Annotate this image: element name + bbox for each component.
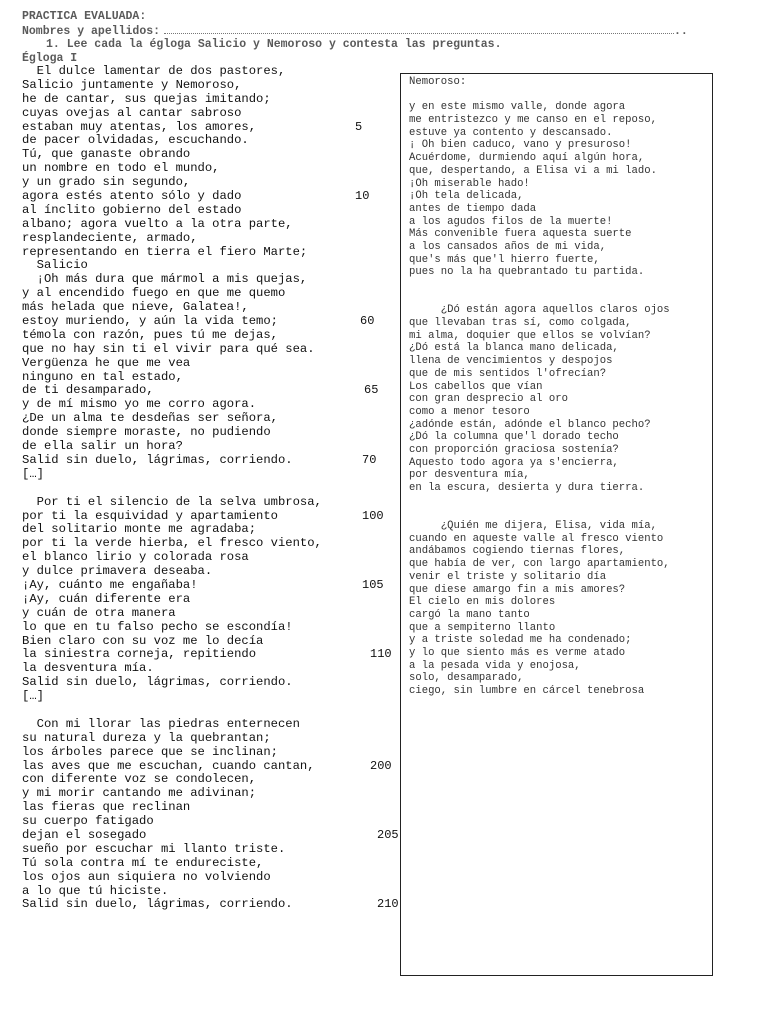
poem-line: y a triste soledad me ha condenado;	[409, 634, 632, 647]
poem-line	[22, 579, 402, 593]
poem-line: estuve ya contento y descansado.	[409, 126, 613, 139]
poem-line-text: más helada que nieve, Galatea!,	[22, 300, 249, 315]
poem-line	[22, 676, 402, 690]
poem-line-text: y de mí mismo yo me corro agora.	[22, 397, 257, 412]
poem-line: que llevaban tras sí, como colgada,	[409, 317, 632, 330]
poem-line	[22, 746, 402, 760]
poem-line	[22, 607, 402, 621]
poem-line: que diese amargo fin a mis amores?	[409, 583, 626, 596]
poem-line	[22, 635, 402, 649]
poem-line-text: ¡Oh más dura que mármol a mis quejas,	[22, 272, 308, 287]
verse-number: 200	[370, 758, 392, 773]
poem-line-text: que no hay sin ti el vivir para qué sea.	[22, 341, 315, 356]
poem-line	[22, 343, 402, 357]
poem-line-text: de ti desamparado,	[22, 383, 154, 398]
poem-line: ¿Dó están agora aquellos claros ojos	[409, 304, 670, 317]
poem-line	[22, 301, 402, 315]
verse-number: 105	[362, 577, 384, 592]
poem-line-text: Tú, que ganaste obrando	[22, 147, 191, 162]
name-dots-end: ..	[674, 25, 688, 38]
poem-line-text: […]	[22, 466, 44, 481]
poem-line: El cielo en mis dolores	[409, 596, 556, 609]
poem-line	[22, 468, 402, 482]
poem-line: ¿Quién me dijera, Elisa, vida mía,	[409, 520, 657, 533]
stanza-gap	[409, 279, 709, 292]
poem-line-text: donde siempre moraste, no pudiendo	[22, 425, 271, 440]
poem-line-text: las fieras que reclinan	[22, 800, 191, 815]
stanza-gap	[409, 89, 709, 102]
poem-line	[22, 176, 402, 190]
poem-line	[22, 107, 402, 121]
poem-line-text: y al encendido fuego en que me quemo	[22, 286, 286, 301]
poem-line-text: los árboles parece que se inclinan;	[22, 744, 278, 759]
poem-line-text: Por ti el silencio de la selva umbrosa,	[22, 494, 322, 509]
poem-line: a los agudos filos de la muerte!	[409, 215, 613, 228]
poem-line	[22, 648, 402, 662]
poem-line-text: las aves que me escuchan, cuando cantan,	[22, 758, 315, 773]
poem-line: llena de vencimientos y despojos	[409, 355, 613, 368]
poem-line	[22, 510, 402, 524]
poem-line-text: Salid sin duelo, lágrimas, corriendo.	[22, 452, 293, 467]
stanza-gap	[22, 704, 402, 718]
poem-line: ¿Dó la columna que'l dorado techo	[409, 431, 619, 444]
poem-line-text: representando en tierra el fiero Marte;	[22, 244, 308, 259]
poem-line	[22, 773, 402, 787]
poem-line: mi alma, doquier que ellos se volvían?	[409, 329, 651, 342]
poem-line: antes de tiempo dada	[409, 202, 537, 215]
poem-line: venir el triste y solitario día	[409, 570, 607, 583]
poem-line-text: […]	[22, 689, 44, 704]
poem-line-text: de pacer olvidadas, escuchando.	[22, 133, 249, 148]
poem-line-text: su cuerpo fatigado	[22, 814, 154, 829]
poem-line-text: agora estés atento sólo y dado	[22, 189, 242, 204]
poem-line: ¿Dó está la blanca mano delicada,	[409, 342, 619, 355]
poem-line	[22, 204, 402, 218]
poem-line: que a sempiterno llanto	[409, 621, 556, 634]
poem-line-text: cuyas ovejas al cantar sabroso	[22, 105, 242, 120]
poem-line-text: ¿De un alma te desdeñas ser señora,	[22, 411, 278, 426]
poem-line: Aquesto todo agora ya s'encierra,	[409, 456, 619, 469]
worksheet-title: PRACTICA EVALUADA:	[22, 10, 147, 23]
poem-line	[22, 398, 402, 412]
poem-line: me entristezco y me canso en el reposo,	[409, 114, 657, 127]
poem-line: Acuérdome, durmiendo aquí algún hora,	[409, 152, 645, 165]
poem-line	[22, 148, 402, 162]
verse-number: 10	[355, 189, 370, 204]
poem-line: ¡Oh tela delicada,	[409, 190, 524, 203]
poem-line-text: dejan el sosegado	[22, 827, 147, 842]
poem-line	[22, 829, 402, 843]
poem-line	[22, 662, 402, 676]
poem-line	[22, 621, 402, 635]
poem-line-text: de ella salir un hora?	[22, 439, 183, 454]
verse-number: 100	[362, 508, 384, 523]
poem-line-text: la siniestra corneja, repitiendo	[22, 647, 257, 662]
poem-line-text: estaban muy atentas, los amores,	[22, 119, 257, 134]
poem-line-text: he de cantar, sus quejas imitando;	[22, 91, 271, 106]
salicio-poem	[22, 65, 402, 912]
poem-line-text: los ojos aun siquiera no volviendo	[22, 869, 271, 884]
poem-line-text: ninguno en tal estado,	[22, 369, 183, 384]
poem-line-text: Salid sin duelo, lágrimas, corriendo.	[22, 897, 293, 912]
poem-line	[22, 190, 402, 204]
poem-line-text: su natural dureza y la quebrantan;	[22, 730, 271, 745]
poem-line-text: sueño por escuchar mi llanto triste.	[22, 841, 286, 856]
nemoroso-poem	[409, 76, 709, 698]
poem-line-text: Bien claro con su voz me lo decía	[22, 633, 264, 648]
poem-line	[22, 454, 402, 468]
poem-line-text: por ti la verde hierba, el fresco viento,	[22, 536, 322, 551]
poem-line	[22, 551, 402, 565]
poem-line	[22, 357, 402, 371]
poem-line	[22, 218, 402, 232]
poem-line-text: y mi morir cantando me adivinan;	[22, 786, 257, 801]
stanza-gap	[409, 507, 709, 520]
poem-line: cargó la mano tanto	[409, 608, 530, 621]
poem-line-text: albano; agora vuelto a la otra parte,	[22, 216, 293, 231]
poem-line-text: Salicio juntamente y Nemoroso,	[22, 77, 242, 92]
poem-line: Los cabellos que vían	[409, 380, 543, 393]
poem-line-text: lo que en tu falso pecho se escondía!	[22, 619, 293, 634]
poem-line-text: con diferente voz se condolecen,	[22, 772, 257, 787]
poem-line: ciego, sin lumbre en cárcel tenebrosa	[409, 685, 645, 697]
poem-line	[22, 857, 402, 871]
poem-line	[22, 329, 402, 343]
name-field-row	[22, 24, 688, 38]
poem-line-text: ¡Ay, cuánto me engañaba!	[22, 577, 198, 592]
poem-line-text: al ínclito gobierno del estado	[22, 202, 242, 217]
poem-line: por desventura mía,	[409, 469, 530, 482]
poem-line-text: El dulce lamentar de dos pastores,	[22, 64, 286, 78]
poem-line	[22, 815, 402, 829]
poem-line: cuando en aqueste valle al fresco viento	[409, 532, 664, 545]
poem-line-text: estoy muriendo, y aún la vida temo;	[22, 314, 278, 329]
poem-line: ¡ Oh bien caduco, vano y presuroso!	[409, 139, 632, 152]
poem-line	[22, 690, 402, 704]
poem-line: ¿adónde están, adónde el blanco pecho?	[409, 418, 651, 431]
poem-line-text: Salicio	[22, 258, 88, 273]
poem-line: en la escura, desierta y dura tierra.	[409, 482, 645, 494]
poem-line: y en este mismo valle, donde agora	[409, 101, 626, 114]
verse-number: 60	[360, 314, 375, 329]
poem-line	[22, 273, 402, 287]
section-title: Égloga I	[22, 52, 78, 65]
poem-line	[22, 787, 402, 801]
poem-line-text: del solitario monte me agradaba;	[22, 522, 257, 537]
poem-line: y lo que siento más es verme atado	[409, 646, 626, 659]
poem-line: con proporción graciosa sostenía?	[409, 443, 619, 456]
poem-line-text: un nombre en todo el mundo,	[22, 161, 220, 176]
name-label: Nombres y apellidos:	[22, 25, 161, 38]
poem-line-text: la desventura mía.	[22, 661, 154, 676]
poem-line	[22, 496, 402, 510]
poem-line: Nemoroso:	[409, 76, 467, 88]
poem-line-text: y dulce primavera deseaba.	[22, 564, 213, 579]
poem-line	[22, 384, 402, 398]
poem-line	[22, 371, 402, 385]
poem-line: que, despertando, a Elisa vi a mi lado.	[409, 164, 657, 177]
poem-line	[22, 565, 402, 579]
verse-number: 205	[377, 827, 399, 842]
poem-line: como a menor tesoro	[409, 405, 530, 418]
poem-line-text: témola con razón, pues tú me dejas,	[22, 327, 278, 342]
poem-line-text: Tú sola contra mí te endureciste,	[22, 855, 264, 870]
poem-line	[22, 523, 402, 537]
poem-line	[22, 440, 402, 454]
poem-line-text: Salid sin duelo, lágrimas, corriendo.	[22, 675, 293, 690]
poem-line: pues no la ha quebrantado tu partida.	[409, 266, 645, 279]
verse-number: 110	[370, 647, 392, 662]
poem-line	[22, 537, 402, 551]
poem-line	[22, 79, 402, 93]
poem-line-text: el blanco lirio y colorada rosa	[22, 550, 249, 565]
stanza-gap	[409, 292, 709, 305]
instruction-text: 1. Lee cada la égloga Salicio y Nemoroso y contesta las preguntas.	[46, 38, 502, 51]
verse-number: 70	[362, 452, 377, 467]
poem-line-text: y un grado sin segundo,	[22, 175, 191, 190]
poem-line	[22, 65, 402, 79]
poem-line: Más convenible fuera aquesta suerte	[409, 228, 632, 241]
name-dotted-line	[164, 24, 674, 34]
poem-line: que de mis sentidos l'ofrecían?	[409, 367, 607, 380]
poem-line	[22, 412, 402, 426]
poem-line	[22, 426, 402, 440]
poem-line	[22, 760, 402, 774]
poem-line	[22, 801, 402, 815]
poem-line	[22, 93, 402, 107]
poem-line	[22, 885, 402, 899]
poem-line	[22, 898, 402, 912]
poem-line: a la pesada vida y enojosa,	[409, 659, 581, 672]
poem-line: con gran desprecio al oro	[409, 393, 568, 406]
poem-line	[22, 134, 402, 148]
poem-line	[22, 315, 402, 329]
poem-line: a los cansados años de mi vida,	[409, 240, 607, 253]
poem-line-text: por ti la esquividad y apartamiento	[22, 508, 278, 523]
verse-number: 5	[355, 119, 363, 134]
poem-line-text: a lo que tú hiciste.	[22, 883, 169, 898]
poem-line	[22, 232, 402, 246]
poem-line-text: Con mi llorar las piedras enternecen	[22, 716, 300, 731]
poem-line	[22, 593, 402, 607]
poem-line: andábamos cogiendo tiernas flores,	[409, 545, 626, 558]
poem-line	[22, 732, 402, 746]
stanza-gap	[22, 482, 402, 496]
verse-number: 65	[364, 383, 379, 398]
poem-line-text: y cuán de otra manera	[22, 605, 176, 620]
poem-line	[22, 246, 402, 260]
poem-line	[22, 287, 402, 301]
poem-line	[22, 843, 402, 857]
poem-line-text: resplandeciente, armado,	[22, 230, 198, 245]
stanza-gap	[409, 495, 709, 508]
poem-line	[22, 121, 402, 135]
poem-line-text: ¡Ay, cuán diferente era	[22, 591, 191, 606]
poem-line-text: Vergüenza he que me vea	[22, 355, 191, 370]
poem-line	[22, 259, 402, 273]
poem-line	[22, 162, 402, 176]
verse-number: 210	[377, 897, 399, 912]
poem-line	[22, 718, 402, 732]
poem-line: solo, desamparado,	[409, 672, 524, 685]
poem-line: que había de ver, con largo apartamiento,	[409, 558, 670, 571]
poem-line: ¡Oh miserable hado!	[409, 177, 530, 190]
poem-line	[22, 871, 402, 885]
poem-line: que's más que'l hierro fuerte,	[409, 253, 600, 266]
